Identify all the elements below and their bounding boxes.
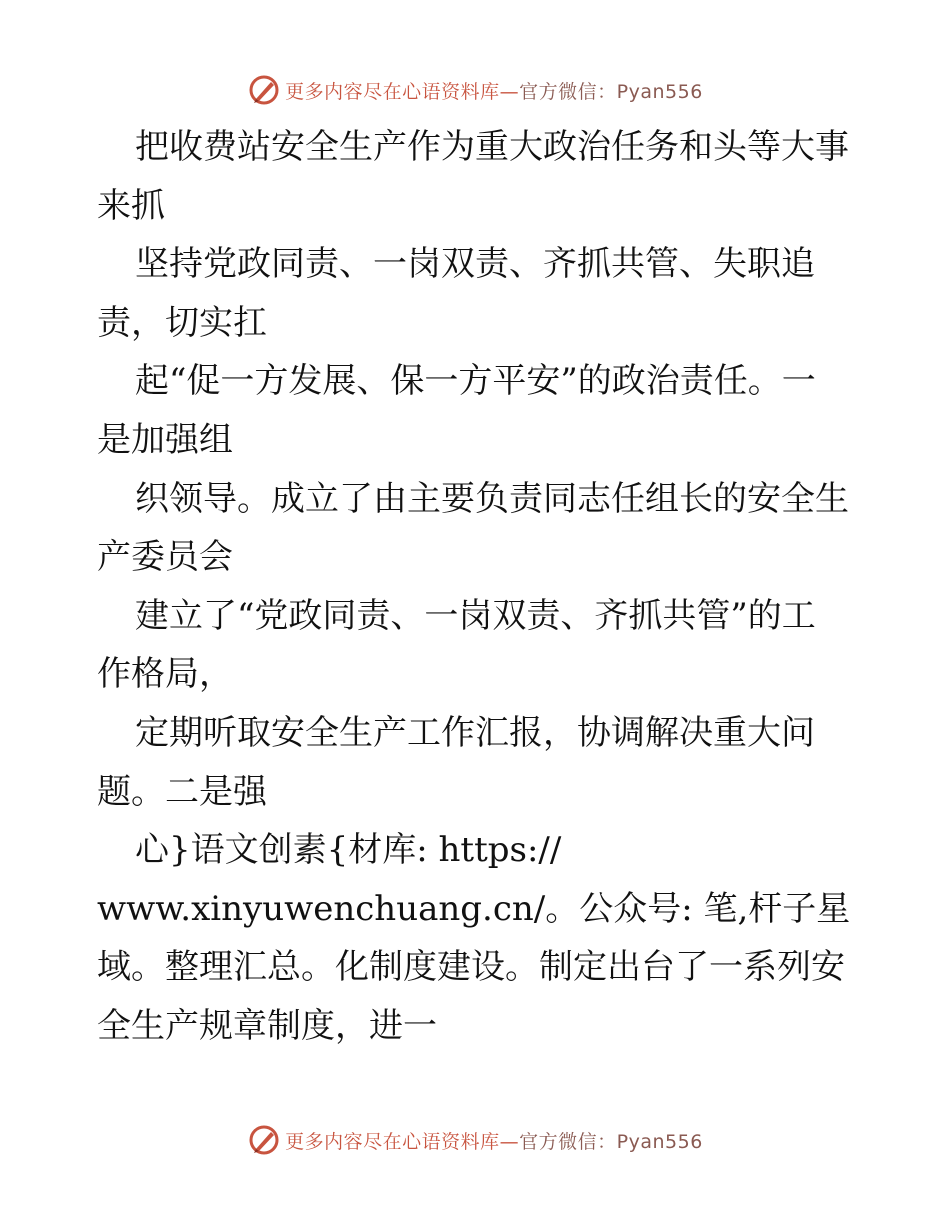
text-line: 建立了“党政同责、一岗双责、齐抓共管”的工	[135, 595, 816, 636]
text-line: 全生产规章制度，进一	[97, 1005, 437, 1046]
text-line: 心}语文创素{材库: https://	[135, 830, 562, 871]
text-line: 起“促一方发展、保一方平安”的政治责任。一	[135, 361, 816, 402]
text-line: 责，切实扛	[97, 302, 267, 343]
text-line: 把收费站安全生产作为重大政治任务和头等大事	[135, 127, 849, 167]
header-watermark-banner	[0, 70, 950, 110]
text-line: 坚持党政同责、一岗双责、齐抓共管、失职追	[135, 244, 815, 285]
banner-wechat-text: 官方微信：Pyan556	[519, 1130, 703, 1153]
text-line: 来抓	[97, 185, 165, 226]
text-line: 域。整理汇总。化制度建设。制定出台了一系列安	[97, 947, 845, 988]
pen-logo-icon	[247, 73, 281, 107]
text-line: 作格局，	[97, 654, 233, 695]
text-line: 题。二是强	[97, 771, 267, 812]
pen-logo-icon	[247, 1123, 281, 1157]
banner-text	[285, 1127, 703, 1154]
banner-wechat-text: 官方微信：Pyan556	[519, 80, 703, 103]
text-line: 是加强组	[97, 419, 233, 460]
text-line: 产委员会	[97, 537, 233, 578]
text-line: 织领导。成立了由主要负责同志任组长的安全生	[135, 478, 849, 519]
banner-site-text: 更多内容尽在心语资料库—	[285, 80, 520, 103]
banner-text	[285, 77, 703, 104]
text-line: www.xinyuwenchuang.cn/。公众号: 笔,杆子星	[97, 888, 851, 929]
document-body	[97, 118, 857, 1056]
footer-watermark-banner	[0, 1120, 950, 1160]
text-line: 定期听取安全生产工作汇报，协调解决重大问	[135, 712, 815, 753]
banner-site-text: 更多内容尽在心语资料库—	[285, 1130, 520, 1153]
